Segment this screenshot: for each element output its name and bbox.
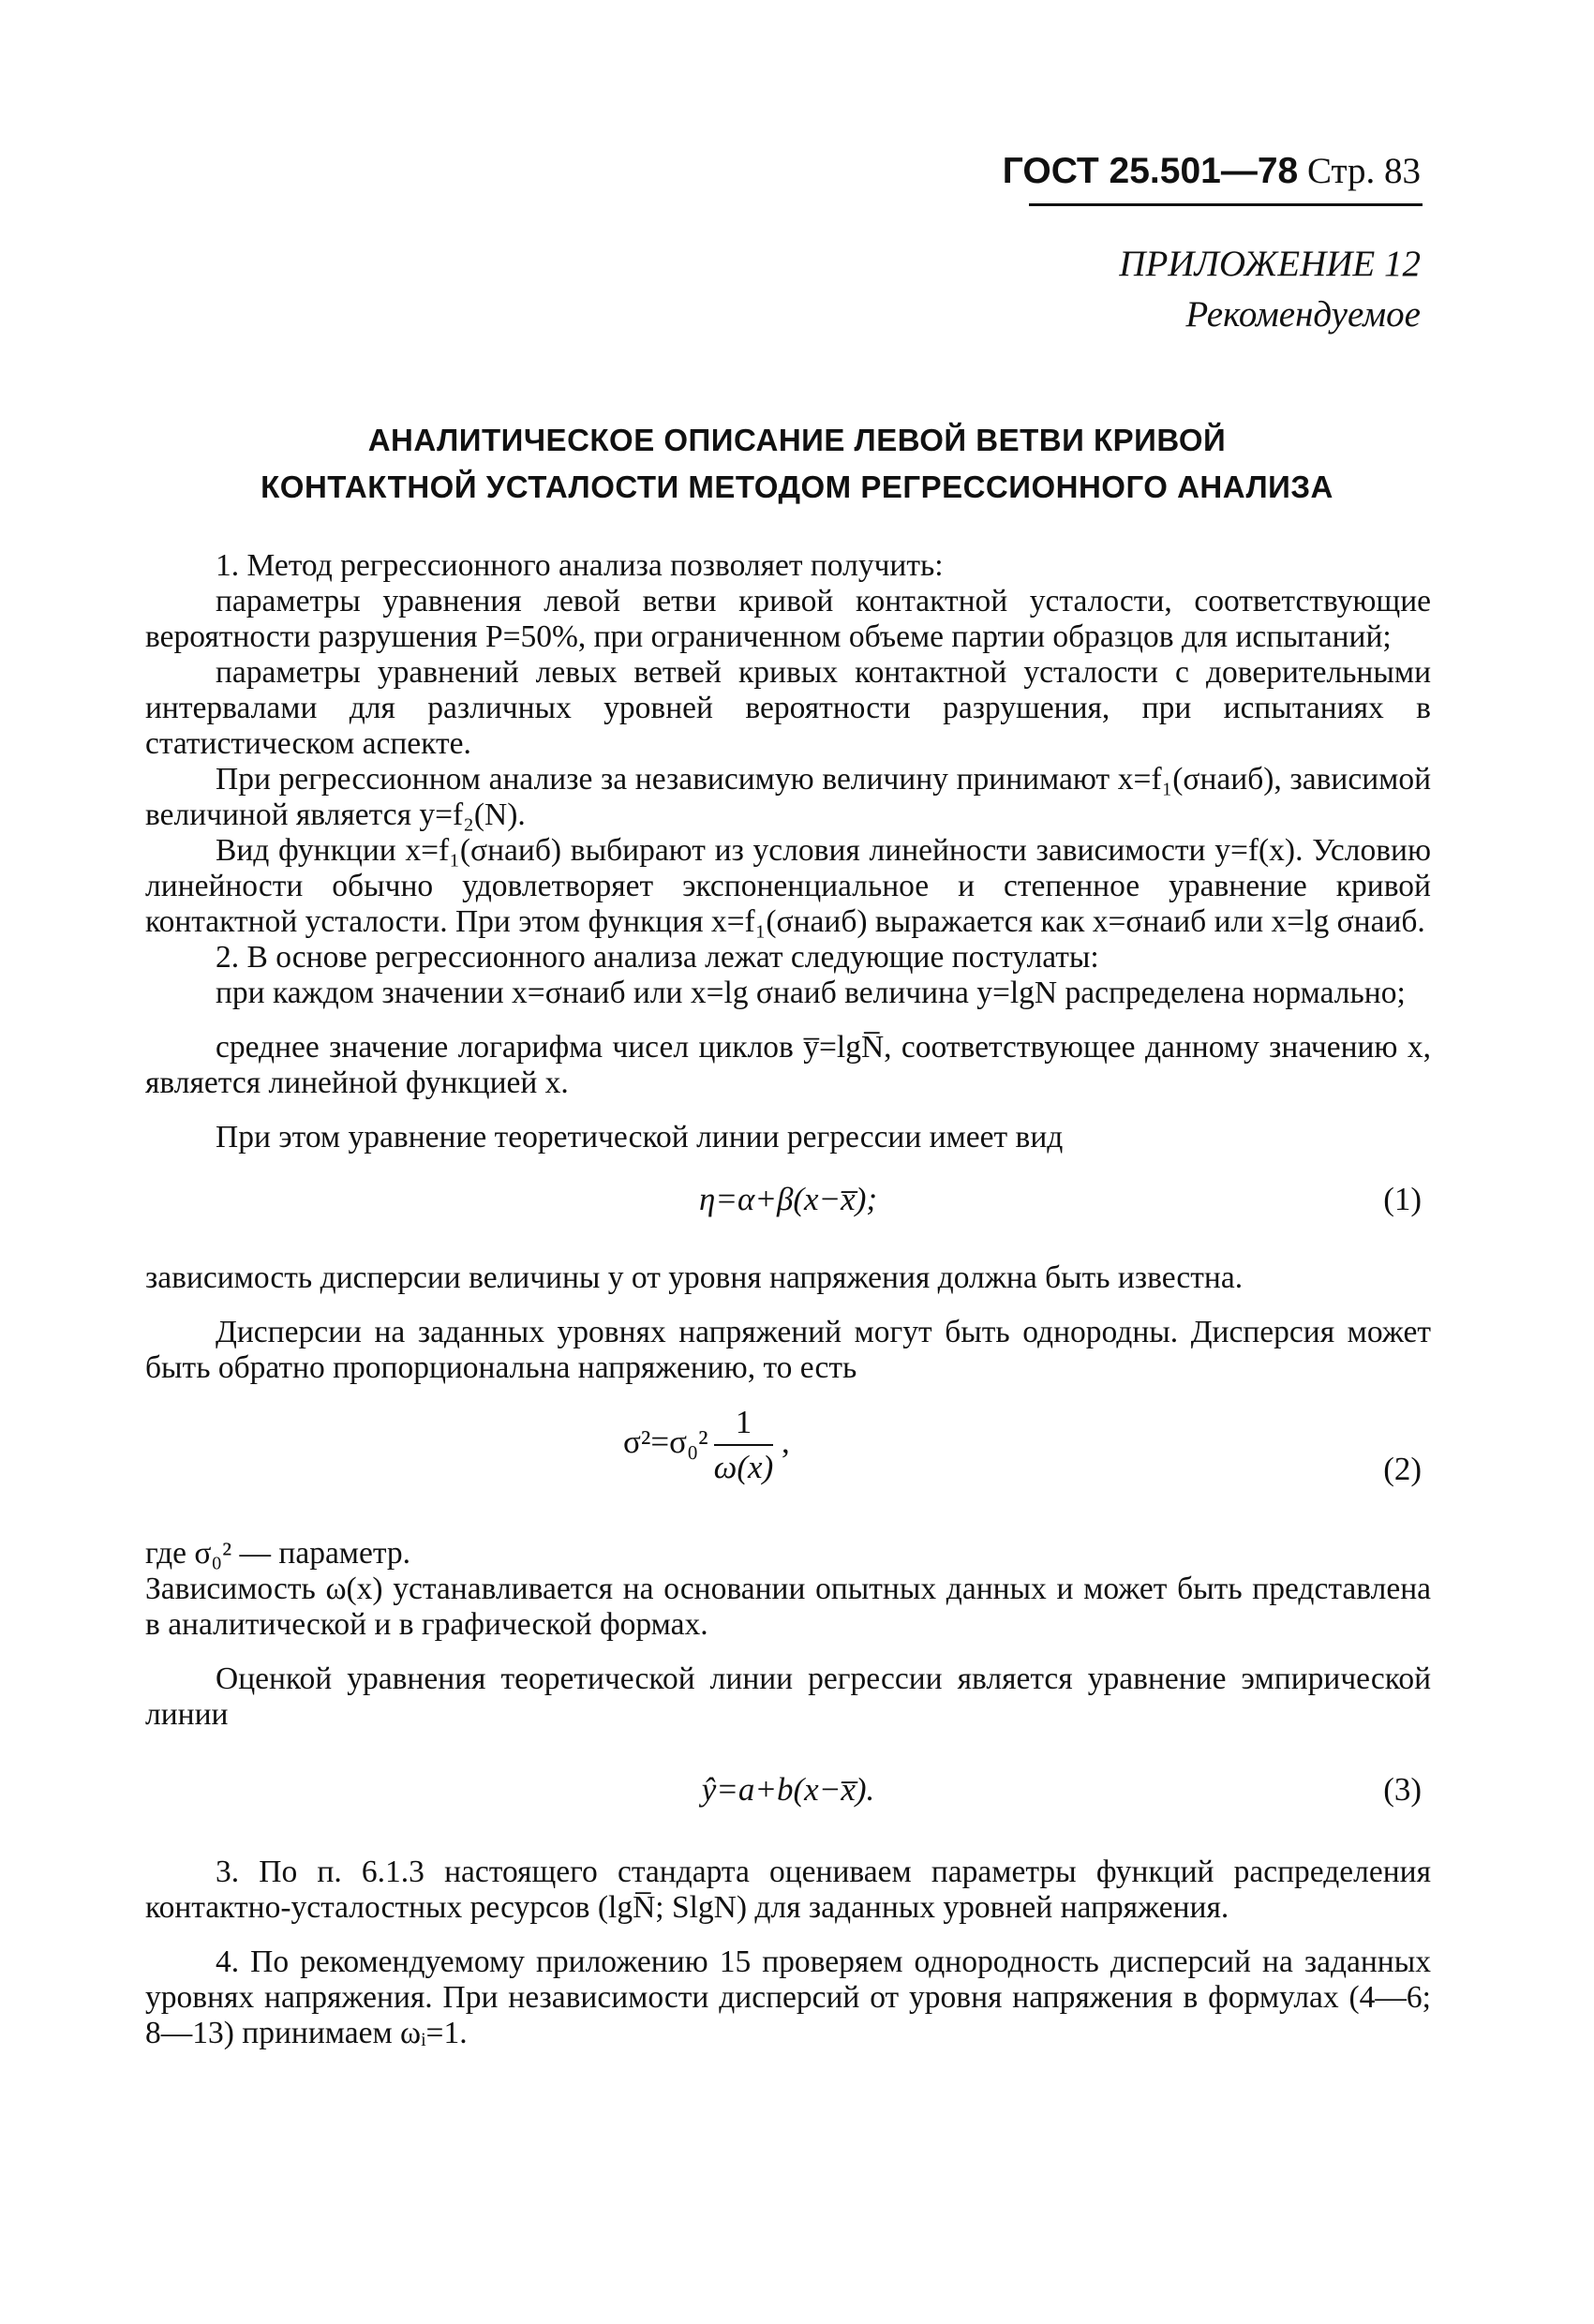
header-rule [1029,203,1423,206]
paragraph-12: где σ₀² — параметр. [145,1536,411,1571]
appendix-block [1119,239,1421,340]
page-number: Стр. 83 [1306,151,1421,191]
formula-1 [145,1155,1431,1242]
appendix-status: Рекомендуемое [1185,294,1421,335]
title-line-2: КОНТАКТНОЙ УСТАЛОСТИ МЕТОДОМ РЕГРЕССИОННОГО АНАЛИЗА [261,469,1333,504]
paragraph-15: 3. По п. 6.1.3 настоящего стандарта оцениваем параметры функций распределения контактно-усталостных ресурсов (lgN̅; SlgN) для заданных уровней напряжения. [145,1855,1431,1925]
formula-1-expression: η=α+β(x−x̅); [698,1181,878,1217]
formula-2-numerator: 1 [714,1405,774,1446]
paragraph-9: При этом уравнение теоретической линии регрессии имеет вид [216,1120,1064,1155]
formula-2-number: (2) [1383,1451,1422,1487]
appendix-label: ПРИЛОЖЕНИЕ 12 [1119,244,1421,284]
paragraph-11: Дисперсии на заданных уровнях напряжений могут быть однородны. Дисперсия может быть обратно пропорциональна напряжению, то есть [145,1315,1431,1385]
paragraph-5: Вид функции x=f₁(σнаиб) выбирают из условия линейности зависимости y=f(x). Условию линейности обычно удовлетворяет экспоненциальное и степенное уравнение кривой контактной усталости. При этом функция x=f₁(σнаиб) выражается как x=σнаиб или x=lg σнаиб. [145,833,1431,939]
paragraph-7: при каждом значении x=σнаиб или x=lg σнаиб величина y=lgN распределена нормально; [216,976,1406,1010]
formula-1-number: (1) [1383,1181,1422,1217]
paragraph-4: При регрессионном анализе за независимую величину принимают x=f₁(σнаиб), зависимой величиной является y=f₂(N). [145,762,1431,832]
paragraph-1: 1. Метод регрессионного анализа позволяет получить: [216,548,944,583]
paragraph-16: 4. По рекомендуемому приложению 15 проверяем однородность дисперсий на заданных уровнях напряжения. При независимости дисперсий от уровня напряжения в формулах (4—6; 8—13) принимаем ωᵢ=1. [145,1944,1431,2050]
body-text [145,548,1431,2051]
formula-3-number: (3) [1383,1771,1422,1808]
formula-2-lhs: σ²=σ₀² [623,1423,708,1461]
paragraph-3: параметры уравнений левых ветвей кривых контактной усталости с доверительными интервалами для различных уровней вероятности разрушения, при испытаниях в статистическом аспекте. [145,655,1431,761]
formula-3-expression: ŷ=a+b(x−x̅). [701,1771,875,1808]
paragraph-13: Зависимость ω(x) устанавливается на основании опытных данных и может быть представлена в аналитической и в графической формах. [145,1572,1431,1642]
paragraph-10: зависимость дисперсии величины y от уровня напряжения должна быть известна. [145,1260,1244,1295]
formula-2-denominator: ω(x) [713,1449,774,1485]
formula-2-expression [623,1405,790,1485]
paragraph-8: среднее значение логарифма чисел циклов y̅=lgN̅, соответствующее данному значению x, является линейной функцией x. [145,1030,1431,1100]
formula-3 [145,1733,1431,1836]
title-line-1: АНАЛИТИЧЕСКОЕ ОПИСАНИЕ ЛЕВОЙ ВЕТВИ КРИВОЙ [367,423,1227,457]
formula-2-fraction [714,1405,774,1485]
page-header [1003,150,1421,192]
standard-code: ГОСТ 25.501—78 [1002,151,1299,191]
section-title [0,417,1594,511]
formula-2-tail: , [781,1423,790,1461]
paragraph-6: 2. В основе регрессионного анализа лежат следующие постулаты: [216,940,1099,975]
formula-2 [145,1405,1431,1536]
paragraph-2: параметры уравнения левой ветви кривой контактной усталости, соответствующие вероятности разрушения P=50%, при ограниченном объеме партии образцов для испытаний; [145,584,1431,654]
paragraph-14: Оценкой уравнения теоретической линии регрессии является уравнение эмпирической линии [145,1661,1431,1732]
